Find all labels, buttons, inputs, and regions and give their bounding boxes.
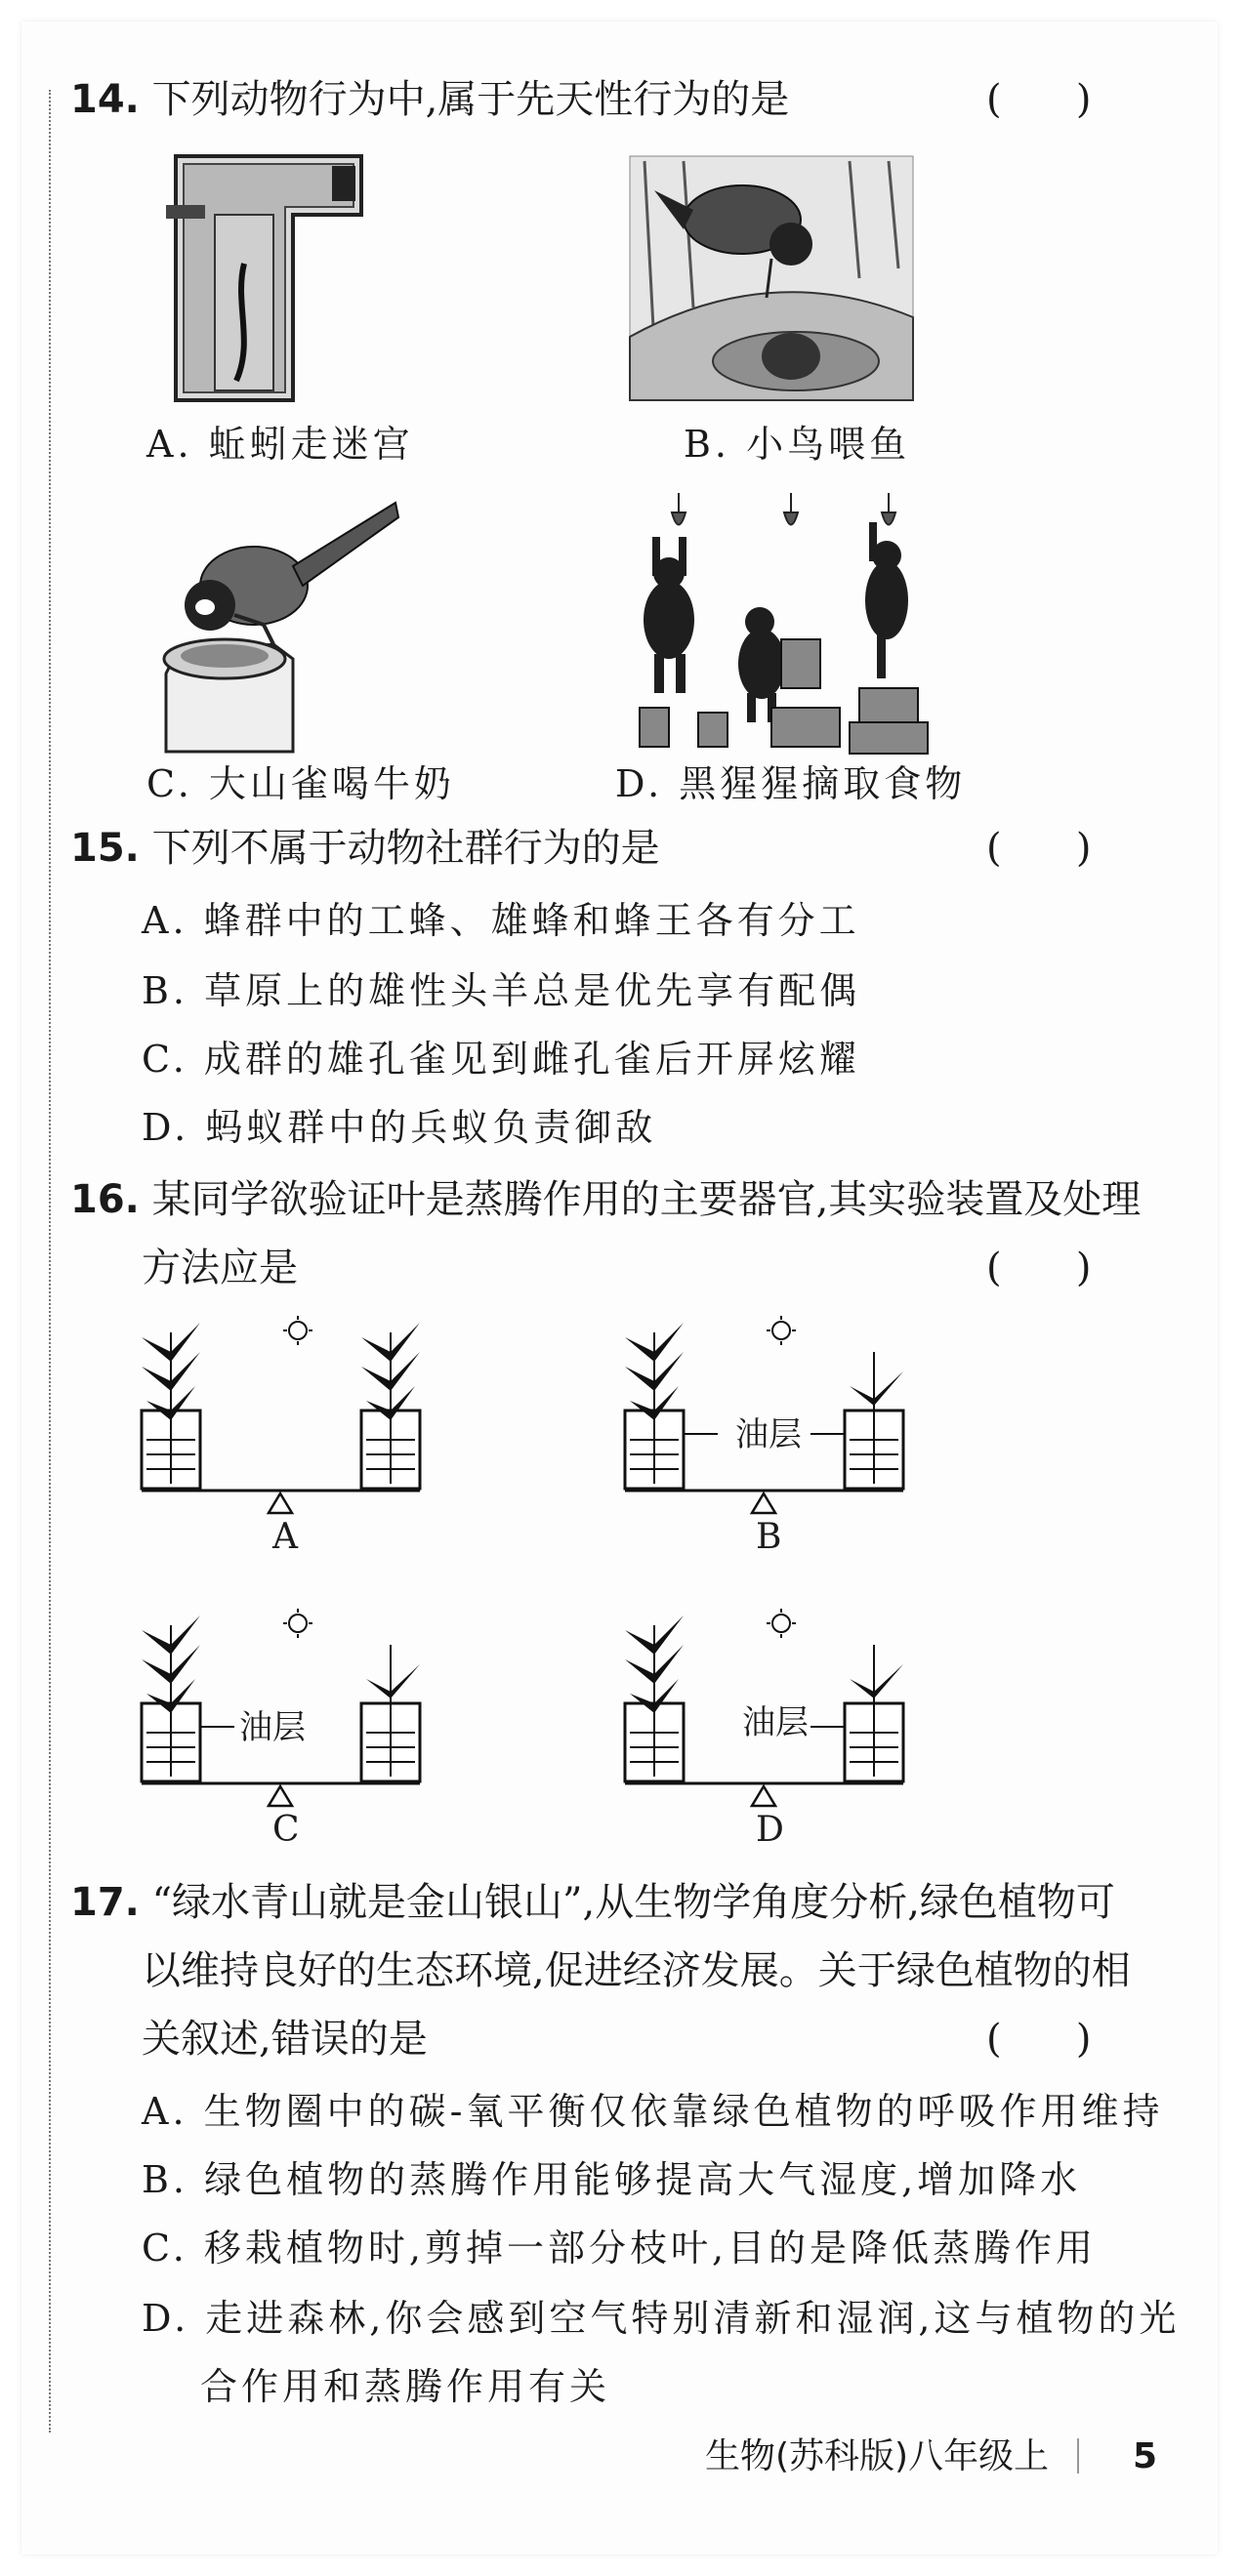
transpiration-setup-a <box>127 1313 459 1537</box>
q17-option-d: D. 走进森林,你会感到空气特别清新和湿润,这与植物的光 <box>142 2297 1181 2340</box>
question-text: 下列动物行为中,属于先天性行为的是 <box>151 77 790 122</box>
answer-paren: ( ) <box>986 826 1092 871</box>
oil-layer-label: 油层 <box>742 1703 809 1742</box>
q17-option-c: C. 移栽植物时,剪掉一部分枝叶,目的是降低蒸腾作用 <box>142 2227 1098 2269</box>
question-number: 14. <box>70 77 140 122</box>
question-17-line-2: 以维持良好的生态环境,促进经济发展。关于绿色植物的相 <box>142 1948 1131 1993</box>
oil-layer-label: 油层 <box>735 1415 802 1454</box>
earthworm-maze-image <box>156 146 381 415</box>
answer-paren: ( ) <box>986 1246 1092 1290</box>
q17-option-b: B. 绿色植物的蒸腾作用能够提高大气湿度,增加降水 <box>142 2158 1082 2201</box>
question-number: 16. <box>70 1177 140 1222</box>
q15-option-d: D. 蚂蚁群中的兵蚁负责御敌 <box>142 1106 657 1149</box>
q15-option-a: A. 蜂群中的工蜂、雄蜂和蜂王各有分工 <box>142 899 860 942</box>
footer-subject: 生物(苏科版)八年级上 <box>705 2436 1050 2476</box>
question-number: 17. <box>70 1880 140 1925</box>
chimpanzee-banana-image <box>625 493 937 756</box>
q15-option-c: C. 成群的雄孔雀见到雌孔雀后开屏炫耀 <box>142 1038 860 1081</box>
question-text-line-1: 某同学欲验证叶是蒸腾作用的主要器官,其实验装置及处理 <box>151 1177 1142 1222</box>
footer-divider <box>1077 2438 1079 2474</box>
question-number: 15. <box>70 826 140 871</box>
question-16 <box>70 1176 1141 1223</box>
question-text-line-1: “绿水青山就是金山银山”,从生物学角度分析,绿色植物可 <box>151 1880 1115 1925</box>
diagram-d-label: D <box>756 1810 784 1850</box>
oil-layer-label: 油层 <box>239 1708 306 1747</box>
question-15 <box>70 825 660 872</box>
option-c-label: C. 大山雀喝牛奶 <box>146 762 455 805</box>
option-d-label: D. 黑猩猩摘取食物 <box>615 762 967 805</box>
question-16-line-2: 方法应是 <box>142 1246 298 1290</box>
question-17 <box>70 1879 1115 1926</box>
option-b-label: B. 小鸟喂鱼 <box>684 423 911 466</box>
question-text: 下列不属于动物社群行为的是 <box>151 826 660 871</box>
binding-margin-line <box>49 90 51 2433</box>
question-17-line-3: 关叙述,错误的是 <box>142 2017 428 2062</box>
page-number: 5 <box>1133 2436 1158 2476</box>
bird-feeding-fish-image <box>625 151 918 405</box>
q17-option-d-line-2: 合作用和蒸腾作用有关 <box>200 2365 611 2408</box>
q17-option-a: A. 生物圈中的碳-氧平衡仅依靠绿色植物的呼吸作用维持 <box>142 2090 1164 2133</box>
great-tit-milk-image <box>156 488 400 761</box>
q15-option-b: B. 草原上的雄性头羊总是优先享有配偶 <box>142 969 861 1012</box>
diagram-b-label: B <box>756 1517 782 1557</box>
diagram-a-label: A <box>272 1517 298 1557</box>
question-14 <box>70 76 789 123</box>
option-a-label: A. 蚯蚓走迷宫 <box>146 423 414 466</box>
answer-paren: ( ) <box>986 77 1092 122</box>
diagram-c-label: C <box>272 1810 300 1850</box>
answer-paren: ( ) <box>986 2017 1092 2062</box>
